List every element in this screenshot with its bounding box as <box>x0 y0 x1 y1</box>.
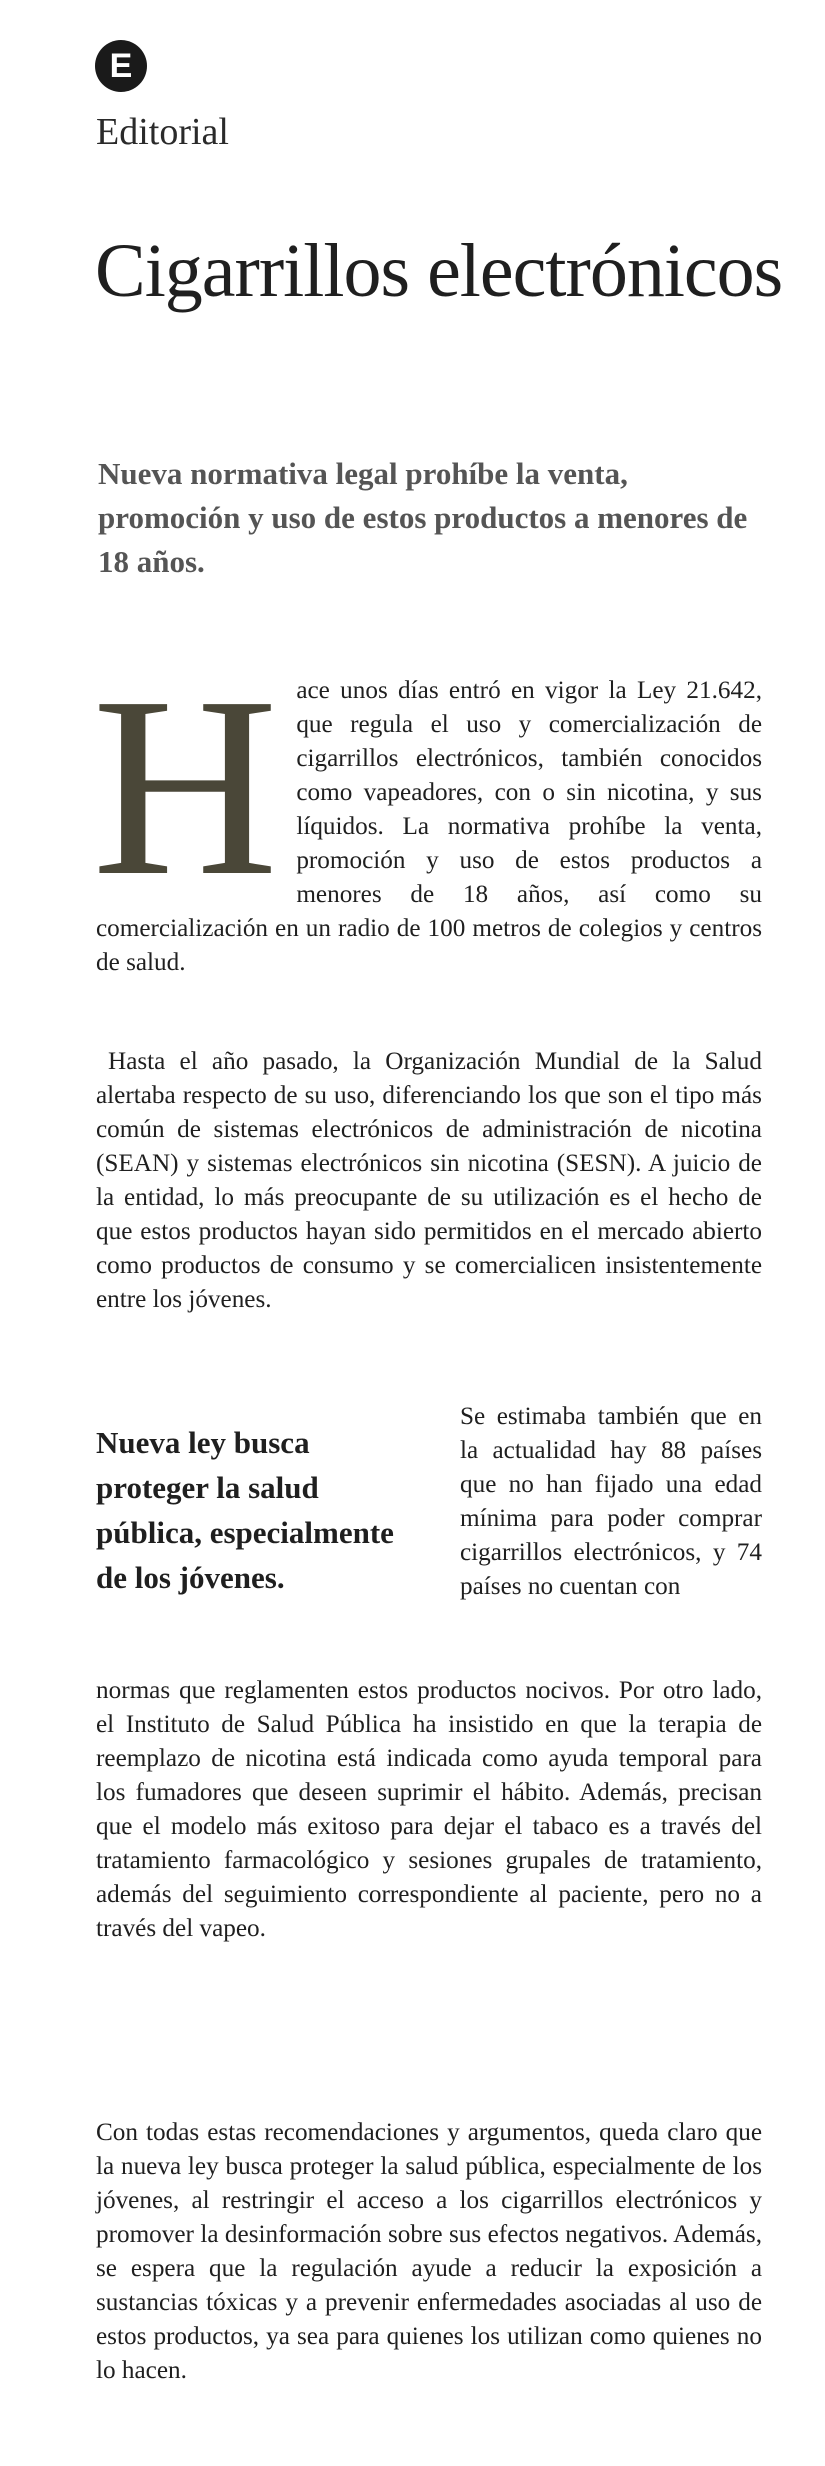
article-paragraph-3-side: Se estimaba también que en la actualidad hay 88 países que no han fijado una edad mínima para poder comprar cigarrillos electrónicos, y 74 países no cuentan con <box>460 1403 762 1600</box>
article-paragraph-4: Con todas estas recomendaciones y argumentos, queda claro que la nueva ley busca proteger la salud pública, especialmente de los jóvenes, al restringir el acceso a los cigarrillos electrónicos y promover la desinformación sobre sus efectos negativos. Además, se espera que la regulación ayude a reducir la exposición a sustancias tóxicas y a prevenir enfermedades asociadas al uso de estos productos, ya sea para quienes los utilizan como quienes no lo hacen. <box>96 2119 762 2384</box>
article-paragraph-1 <box>92 643 762 980</box>
article-paragraph-2: Hasta el año pasado, la Organización Mundial de la Salud alertaba respecto de su uso, diferenciando los que son el tipo más común de sistemas electrónicos de administración de nicotina (SEAN) y sistemas electrónicos sin nicotina (SESN). A juicio de la entidad, lo más preocupante de su utilización es el hecho de que estos productos hayan sido permitidos en el mercado abierto como productos de consumo y se comercialicen insistentemente entre los jóvenes. <box>96 1048 762 1313</box>
article-title: Cigarrillos electrónicos <box>95 229 783 313</box>
article-subtitle: Nueva normativa legal prohíbe la venta, promoción y uso de estos productos a menores de 18 años. <box>98 456 748 579</box>
section-label: Editorial <box>96 111 229 153</box>
paragraph-1-text: ace unos días entró en vigor la Ley 21.642, que regula el uso y comercialización de cigarrillos electrónicos, también conocidos como vapeadores, con o sin nicotina, y sus líquidos. La normativa prohíbe la venta, promoción y uso de estos productos a menores de 18 años, así como su comercialización en un radio de 100 metros de colegios y centros de salud. <box>96 677 762 976</box>
pull-quote: Nueva ley busca proteger la salud pública, especialmente de los jóvenes. <box>96 1425 394 1595</box>
section-badge-icon: E <box>95 40 147 92</box>
article-paragraph-3: normas que reglamenten estos productos nocivos. Por otro lado, el Instituto de Salud Pública ha insistido en que la terapia de reemplazo de nicotina está indicada como ayuda temporal para los fumadores que deseen suprimir el hábito. Además, precisan que el modelo más exitoso para dejar el tabaco es a través del tratamiento farmacológico y sesiones grupales de tratamiento, además del seguimiento correspondiente al paciente, pero no a través del vapeo. <box>96 1677 762 1942</box>
drop-cap: H <box>92 643 279 929</box>
